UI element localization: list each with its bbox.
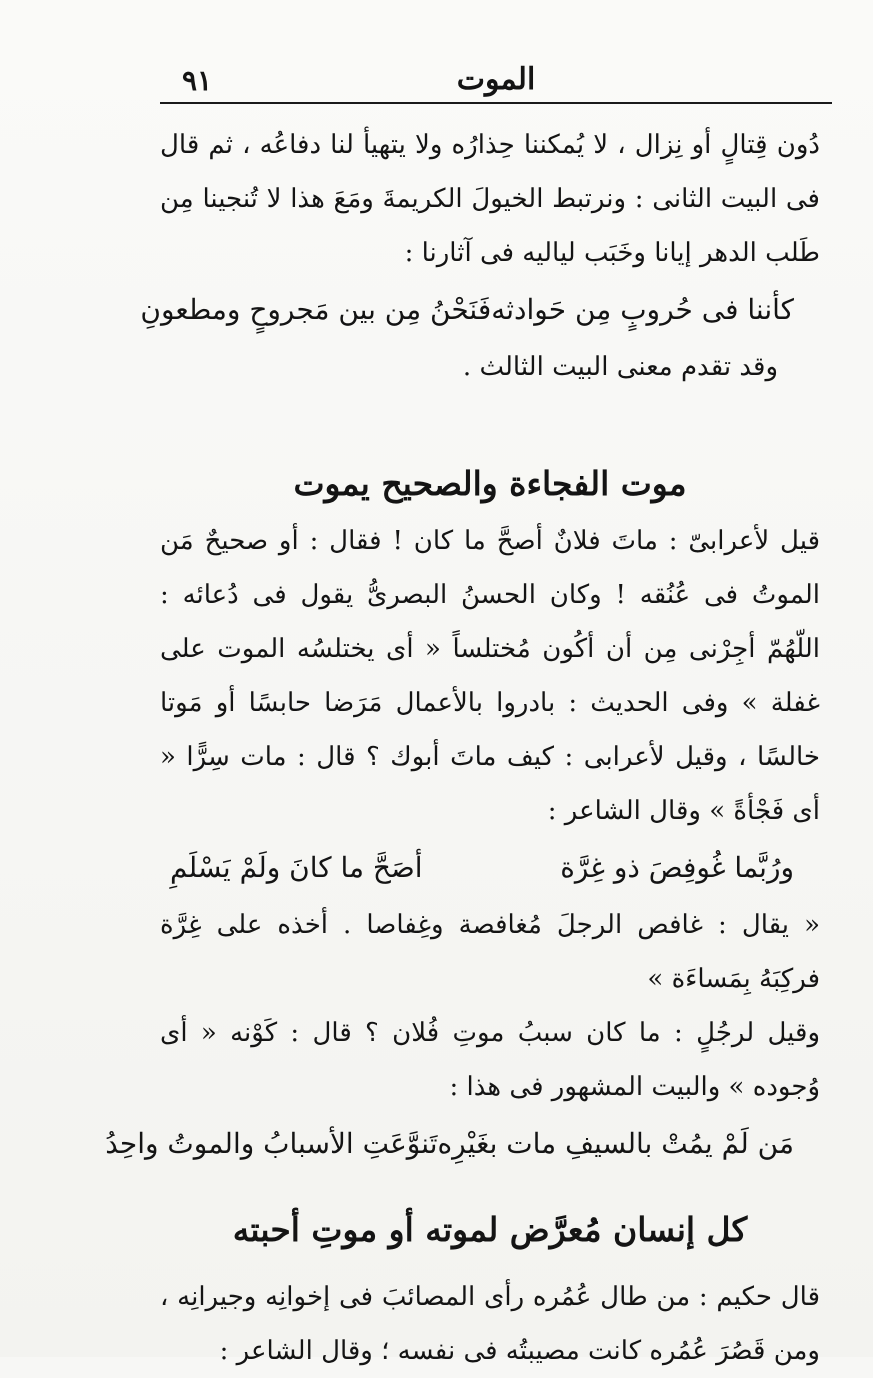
verse-1-left-hemistich: فَنَحْنُ مِن بين مَجروحٍ ومطعونِ [140,293,492,326]
verse-3-right-hemistich: مَن لَمْ يمُتْ بالسيفِ مات بغَيْرِه [437,1127,794,1160]
cause-of-death-paragraph: وقيل لرجُلٍ : ما كان سببُ موتِ فُلان ؟ قال : كَوْنه « أى وُجوده » والبيت المشهور فى هذا : [160,1018,820,1102]
page-header [160,60,832,104]
gloss-paragraph: « يقال : غافص الرجلَ مُغافصة وغِفاصا . أخذه على غِرَّة فركِبَهُ بِمَساءَة » [160,910,820,994]
verse-3-left-hemistich: تَنوَّعَتِ الأسبابُ والموتُ واحِدُ [105,1127,438,1160]
verse-2-left-hemistich: أصَحَّ ما كانَ ولَمْ يَسْلَمِ [170,851,423,884]
verse-3 [105,1114,820,1174]
section-spacer [160,1174,820,1200]
wise-saying-paragraph: قال حكيم : من طال عُمُره رأى المصائبَ فى إخوانِه وجيرانِه ، ومن قَصُرَ عُمُره كانت مصيبتُه فى نفسه ؛ وقال الشاعر : [160,1282,820,1366]
note-paragraph: وقد تقدم معنى البيت الثالث . [462,352,778,382]
section-heading-exposed-to-death: كل إنسان مُعرَّض لموته أو موتِ أحبته [232,1210,748,1249]
section-spacer [160,1260,820,1270]
verse-2 [160,838,820,898]
sudden-death-paragraph: قيل لأعرابىّ : ماتَ فلانٌ أصحَّ ما كان ! فقال : أو صحيحٌ مَن الموتُ فى عُنُقه ! وكان الحسنُ البصرىُّ يقول فى دُعائه : اللّهُمّ أجِرْنى مِن أن أكُون مُختلساً « أى يختلسُه الموت على غفلة » وفى الحديث : بادروا بالأعمال مَرَضا حابسًا أو مَوتا خالسًا ، وقيل لأعرابى : كيف ماتَ أبوك ؟ قال : مات سِرًّا « أى فَجْأةً » وقال الشاعر : [160,526,820,826]
intro-paragraph: دُون قِتالٍ أو نِزال ، لا يُمكننا حِذارُه ولا يتهيأ لنا دفاعُه ، ثم قال فى البيت الثانى : ونرتبط الخيولَ الكريمةَ ومَعَ هذا لا تُنجينا مِن طَلب الدهر إيانا وخَبَب لياليه فى آثارنا : [160,130,820,268]
page-number: ٩١ [182,64,213,97]
section-spacer [160,394,820,454]
verse-1-right-hemistich: كأننا فى حُروبٍ مِن حَوادثه [491,293,794,326]
page-content [105,118,820,1378]
running-title: الموت [456,62,536,97]
section-heading-sudden-death: موت الفجاءة والصحيح يموت [293,464,687,503]
verse-2-right-hemistich: ورُبَّما غُوفِصَ ذو غِرَّة [560,851,794,884]
header-rule [160,102,832,104]
verse-1 [140,280,820,340]
